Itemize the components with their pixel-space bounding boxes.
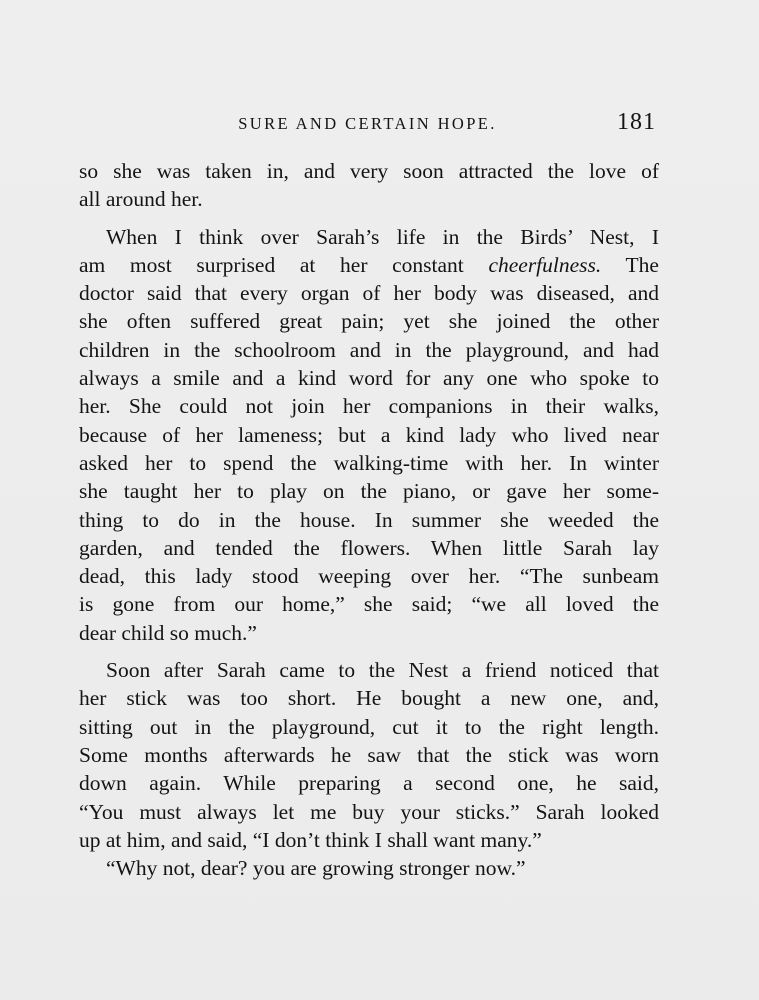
text-line: thing to do in the house. In summer she weeded the xyxy=(79,507,659,532)
text-line: dead, this lady stood weeping over her. “The sunbeam xyxy=(79,564,659,589)
paragraph-4 xyxy=(79,854,659,882)
text-line: down again. While preparing a second one, he said, xyxy=(79,771,659,796)
text-fragment: The xyxy=(625,252,659,277)
running-title: SURE AND CERTAIN HOPE. xyxy=(238,114,497,133)
text-fragment: am most surprised at her constant xyxy=(79,252,464,277)
emphasis-word: cheerfulness. xyxy=(488,252,602,277)
text-line: “You must always let me buy your sticks.” Sarah looked xyxy=(79,799,659,824)
text-line: sitting out in the playground, cut it to the right length. xyxy=(79,714,659,739)
text-line: dear child so much.” xyxy=(79,620,257,645)
text-line: so she was taken in, and very soon attracted the love of xyxy=(79,159,659,183)
text-line: Soon after Sarah came to the Nest a friend noticed that xyxy=(106,658,659,683)
text-line: up at him, and said, “I don’t think I shall want many.” xyxy=(79,827,542,852)
text-line: her. She could not join her companions in their walks, xyxy=(79,394,659,419)
text-line: always a smile and a kind word for any one who spoke to xyxy=(79,366,659,391)
paragraph-1 xyxy=(79,157,659,214)
paragraph-3 xyxy=(79,656,659,854)
page-number: 181 xyxy=(617,109,656,135)
text-line: doctor said that every organ of her body was diseased, and xyxy=(79,281,659,306)
text-line: asked her to spend the walking-time with her. In winter xyxy=(79,450,659,475)
text-line: she taught her to play on the piano, or gave her some- xyxy=(79,479,659,504)
text-line: children in the schoolroom and in the playground, and had xyxy=(79,337,659,362)
text-line: Some months afterwards he saw that the stick was worn xyxy=(79,742,659,767)
text-line: her stick was too short. He bought a new one, and, xyxy=(79,686,659,711)
paragraph-2 xyxy=(79,223,659,647)
text-line: is gone from our home,” she said; “we all loved the xyxy=(79,592,659,617)
text-line: she often suffered great pain; yet she joined the other xyxy=(79,309,659,334)
text-line: “Why not, dear? you are growing stronger now.” xyxy=(106,856,526,881)
text-line: When I think over Sarah’s life in the Birds’ Nest, I xyxy=(106,224,659,249)
running-head xyxy=(79,110,656,138)
text-line: garden, and tended the flowers. When little Sarah lay xyxy=(79,535,659,560)
text-line: all around her. xyxy=(79,187,203,212)
text-line: because of her lameness; but a kind lady who lived near xyxy=(79,422,659,447)
text-line-with-emphasis xyxy=(79,251,659,279)
body-text xyxy=(79,157,659,882)
